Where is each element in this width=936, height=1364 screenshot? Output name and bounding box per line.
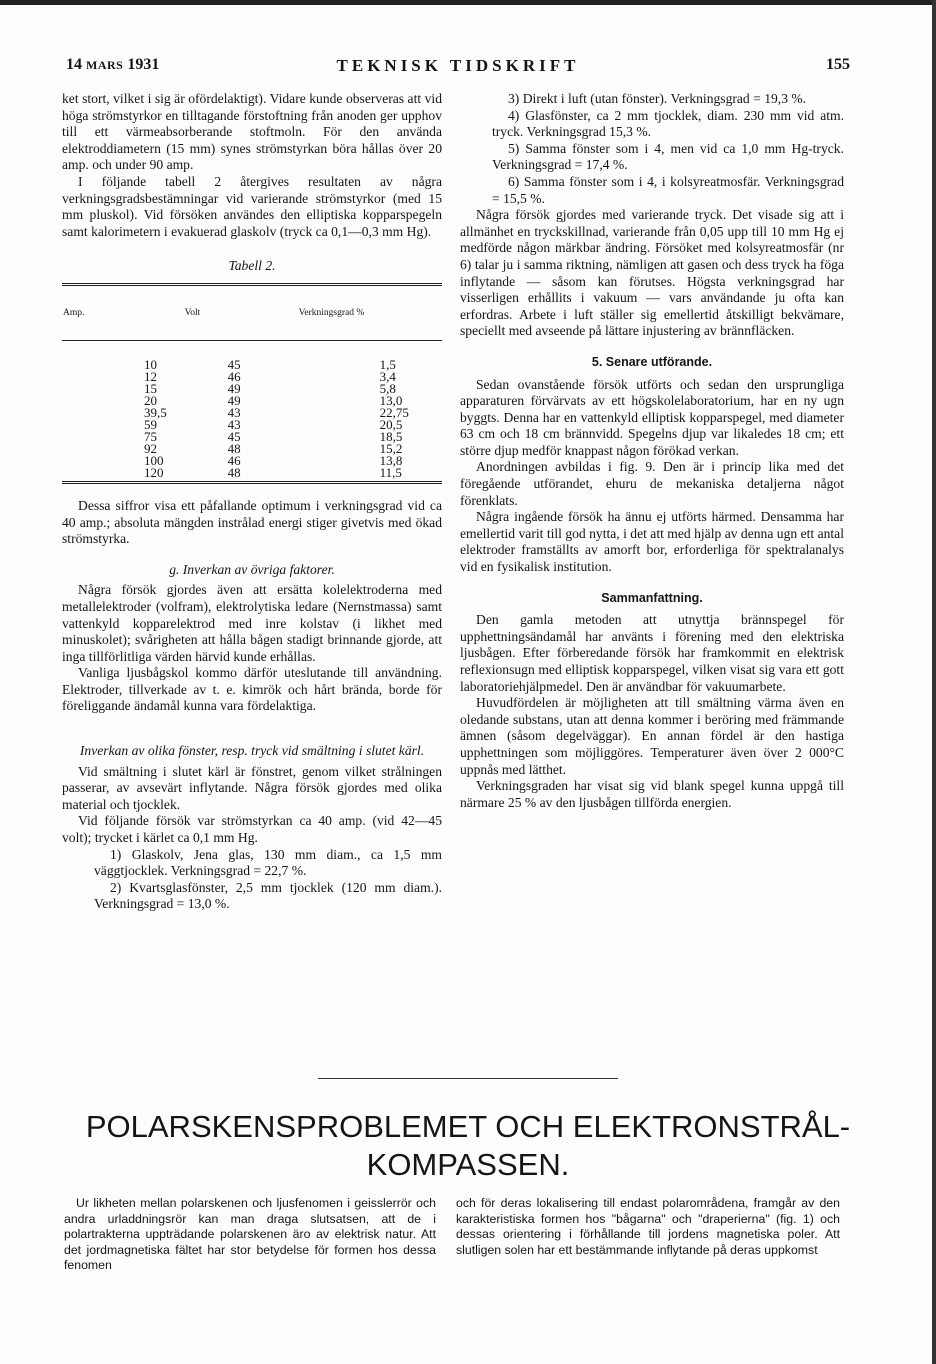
paragraph: och för deras lokalisering till endast polarområdena, framgår av den karakteristiska formen hos "bågarna" och "draperierna" (fig. 1) och dessas orientering i förhållande till jordens magnetiska poler. Att slutligen solen har ett bestämmande inflytande på deras uppkomst bbox=[456, 1196, 840, 1257]
journal-title: TEKNISK TIDSKRIFT bbox=[336, 56, 580, 75]
list-item: 3) Direkt i luft (utan fönster). Verkningsgrad = 19,3 %. bbox=[508, 91, 807, 106]
table-row: 39,5 43 22,75 bbox=[144, 404, 409, 420]
right-column bbox=[460, 91, 844, 811]
article-right-column bbox=[456, 1196, 840, 1258]
paragraph: Några försök gjordes även att ersätta kolelektroderna med metallelektroder (volfram), elektrolytiska ledare (Nernstmassa) samt vattenkyld kopparelektrod med inre kolstav (i likhet med minuskolet); svårigheten att hålla bågen stadigt brinnande gjorde, att inga tillförlitliga värden härvid kunde erhållas. bbox=[62, 582, 442, 664]
list-item: 2) Kvartsglasfönster, 2,5 mm tjocklek (120 mm diam.). Verkningsgrad = 13,0 %. bbox=[94, 879, 442, 912]
paragraph: I följande tabell 2 återgives resultaten av några verkningsgradsbestämningar vid varierande strömstyrkor (med 15 mm pluskol). Vid försöken användes den elliptiska kopparspegeln samt kalorimetern i evakuerad glaskolv (tryck ca 0,1—0,3 mm Hg). bbox=[62, 173, 442, 239]
table-row: 120 48 11,5 bbox=[62, 467, 442, 483]
results-table bbox=[62, 283, 442, 484]
paragraph: Några ingående försök ha ännu ej utförts härmed. Densamma har emellertid varit till god nytta, i det att med hjälp av denna ugn ett antal elektroder framställts av amorft bor, erforderliga för spektralanalys vid en fysikalisk institution. bbox=[460, 509, 844, 575]
top-border bbox=[0, 0, 936, 5]
page-number: 155 bbox=[826, 56, 850, 73]
paragraph: Den gamla metoden att utnyttja brännspegel för upphettningsändamål har använts i förening med den elektriska ljusbågen. Efter förberedande försök har framkommit en elektrisk reflexionsugn med elliptisk kopparspegel, vilken visat sig vara ett gott laboratoriehjälpmedel. Den är användbar för vakuumarbete. bbox=[460, 612, 844, 694]
table-header: Verkningsgrad % bbox=[298, 284, 442, 340]
table-row: 12 46 3,4 bbox=[144, 368, 396, 384]
table-row: 15 49 5,8 bbox=[144, 380, 396, 396]
right-border bbox=[932, 0, 936, 1364]
list-item: 1) Glaskolv, Jena glas, 130 mm diam., ca 1,5 mm väggtjocklek. Verkningsgrad = 22,7 %. bbox=[94, 846, 442, 879]
section-heading: Sammanfattning. bbox=[601, 590, 703, 605]
table-row: 100 46 13,8 bbox=[144, 452, 403, 468]
subsection-heading: Inverkan av olika fönster, resp. tryck vid smältning i slutet kärl. bbox=[79, 743, 425, 759]
paragraph: Några försök gjordes med varierande tryck. Det visade sig att i allmänhet en tryckskillnad, varierande från 0,05 upp till 10 mm Hg ej medförde någon märkbar ändring. Försöket med kolsyreatmosfär (nr 6) talar ju i samma riktning, nämligen att gasen och dess tryck ha föga inflytande — såsom kan förutses. Högsta verkningsgrad har visserligen erhållits i vakuum — vars användande ju ofta kan erfordras. Arbete i luft ställer sig emellertid åtskilligt bekvämare, speciellt med avseende på lättare injustering av brännfläcken. bbox=[460, 207, 844, 339]
table-row: 20 49 13,0 bbox=[144, 392, 403, 408]
article-left-column bbox=[64, 1196, 436, 1274]
paragraph: Huvudfördelen är möjligheten att till smältning värma även en oledande substans, utan att denna kommer i beröring med främmande ämnen (såsom degelväggar). En annan fördel är den hastiga upphettningen som möjliggöres. Temperaturer även över 2 000°C uppnås med lätthet. bbox=[460, 695, 844, 777]
table-caption: Tabell 2. bbox=[228, 258, 276, 274]
paragraph: Ur likheten mellan polarskenen och ljusfenomen i geisslerrör och andra urladdningsrör kan man draga slutsatsen, att de i polartrakterna uppträdande polarskenen äro av elektrisk natur. Att det jordmagnetiska fältet har stor betydelse för formen hos dessa fenomen bbox=[64, 1196, 436, 1273]
list-item: 5) Samma fönster som i 4, men vid ca 1,0 mm Hg-tryck. Verkningsgrad = 17,4 %. bbox=[492, 140, 844, 173]
title-line: POLARSKENSPROBLEMET OCH ELEKTRONSTRÅL- bbox=[85, 1109, 851, 1144]
subsection-heading: g. Inverkan av övriga faktorer. bbox=[169, 561, 335, 577]
table-header-row bbox=[62, 284, 442, 340]
paragraph: Sedan ovanstående försök utförts och sedan den ursprungliga apparaturen förvärvats av ett högskolelaboratorium, har en ny ugn byggts. Denna har en vattenkyld elliptisk kopparspegel, med diameter 63 cm och 18 cm brännvidd. Spegelns djup var likaledes 18 cm; ett större djup medför knappast någon förökad verkan. bbox=[460, 376, 844, 458]
header-date: 14 MARS 1931 bbox=[66, 56, 160, 73]
paragraph: Anordningen avbildas i fig. 9. Den är i princip lika med det föregående utförandet, ehuru de mekaniska detaljerna något förenklats. bbox=[460, 459, 844, 508]
table-row: 75 45 18,5 bbox=[144, 428, 403, 444]
table-header: Amp. bbox=[62, 284, 184, 340]
section-heading: 5. Senare utförande. bbox=[591, 354, 713, 369]
paragraph: Dessa siffror visa ett påfallande optimum i verkningsgrad vid ca 40 amp.; absoluta mängden instrålad energi stiger givetvis med ökad strömstyrka. bbox=[62, 497, 442, 547]
article-title bbox=[40, 1108, 896, 1184]
paragraph: Vid följande försök var strömstyrkan ca 40 amp. (vid 42—45 volt); trycket i kärlet ca 0,1 mm Hg. bbox=[62, 813, 442, 846]
left-column bbox=[62, 91, 442, 913]
list-item: 4) Glasfönster, ca 2 mm tjocklek, diam. 230 mm vid atm. tryck. Verkningsgrad 15,3 %. bbox=[492, 107, 844, 140]
table-row: 92 48 15,2 bbox=[144, 440, 403, 456]
paragraph: Vanliga ljusbågskol kommo därför uteslutande till användning. Elektroder, tillverkade av t. e. kimrök och hårt brända, borde för föreliggande ändamål kunna vara fördelaktiga. bbox=[62, 665, 442, 714]
paragraph: Vid smältning i slutet kärl är fönstret, genom vilket strålningen passerar, av avsevärt inflytande. Några försök gjordes med olika material och tjocklek. bbox=[62, 763, 442, 812]
article-end-rule bbox=[318, 1078, 618, 1079]
table-row: 10 45 1,5 bbox=[144, 356, 396, 372]
table-header: Volt bbox=[184, 284, 298, 340]
table-row: 59 43 20,5 bbox=[144, 416, 403, 432]
list-item: 6) Samma fönster som i 4, i kolsyreatmosfär. Verkningsgrad = 15,5 %. bbox=[492, 173, 844, 206]
paragraph: ket stort, vilket i sig är ofördelaktigt). Vidare kunde observeras att vid höga strömstyrkor en tilltagande förstoftning från anoden ger upphov till ett värmeabsorberande stoftmoln. För den använda elektroddiametern (15 mm) synes strömstyrkan böra hållas över 20 amp. och under 90 amp. bbox=[62, 91, 442, 173]
paragraph: Verkningsgraden har visat sig vid blank spegel kunna uppgå till närmare 25 % av den ljusbågen tillförda energien. bbox=[460, 778, 844, 810]
title-line: KOMPASSEN. bbox=[366, 1147, 570, 1182]
running-header bbox=[66, 56, 850, 82]
